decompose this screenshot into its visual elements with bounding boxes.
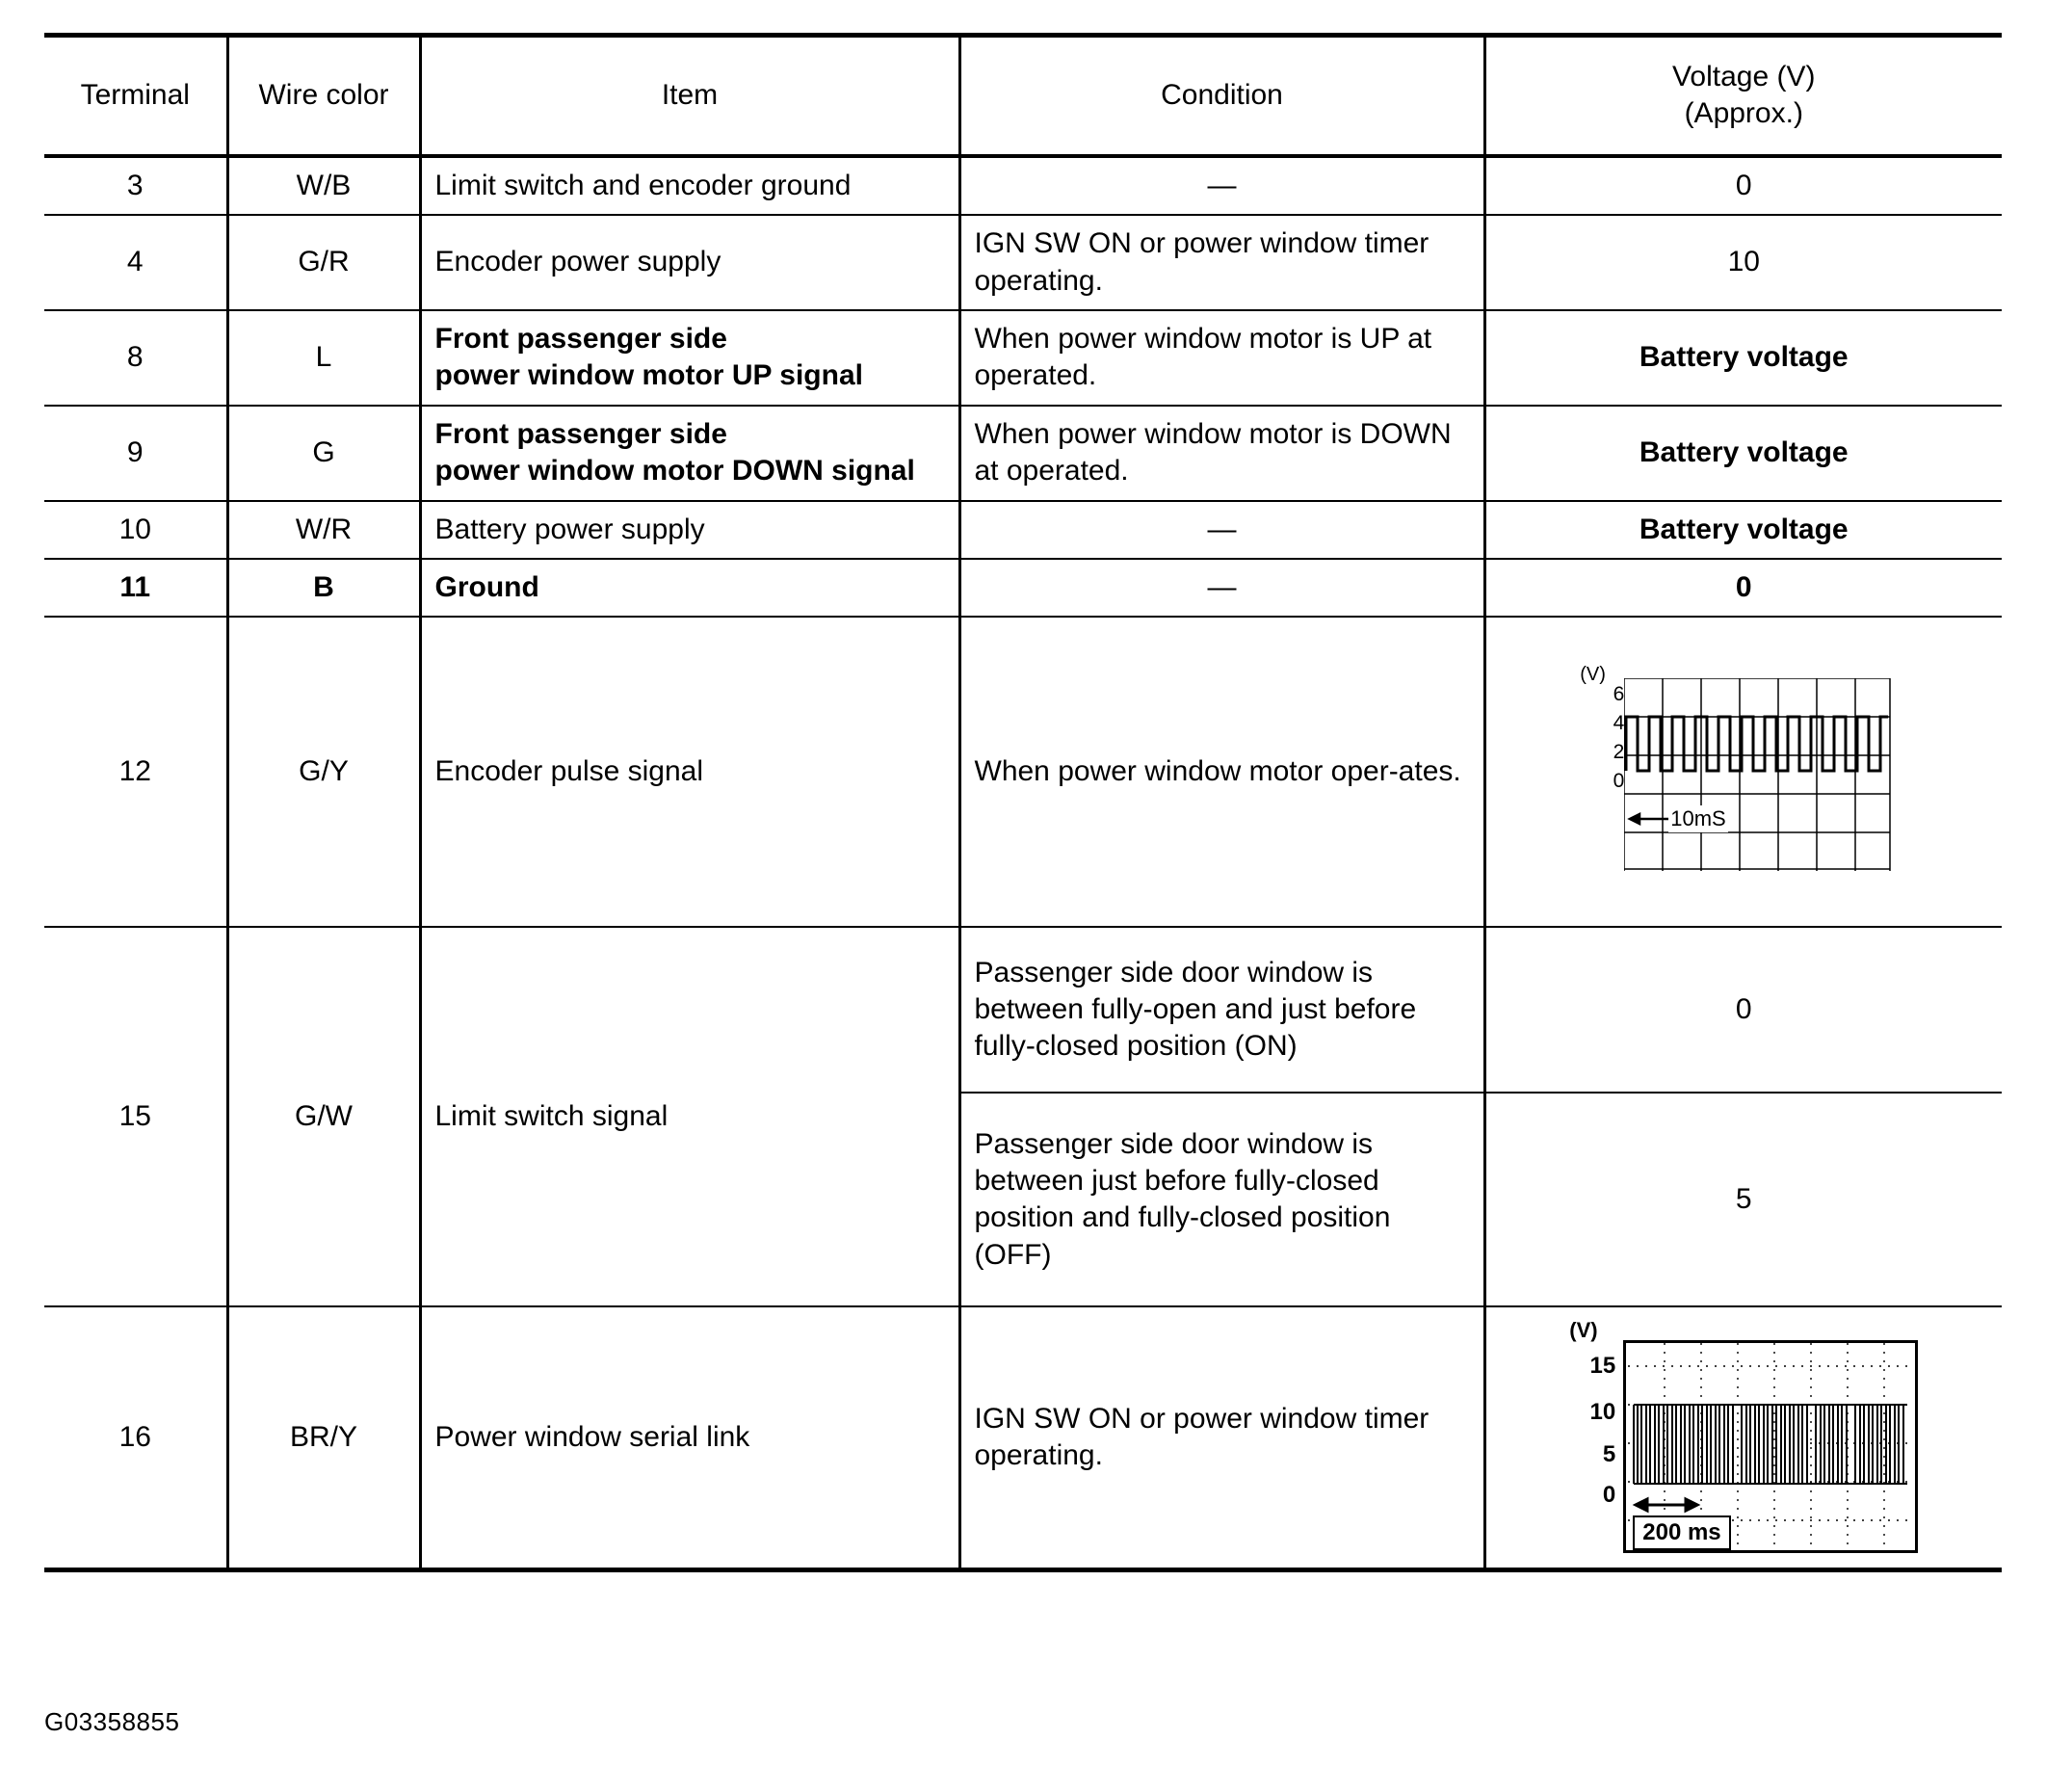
waveform-ytick: 0 <box>1613 770 1625 793</box>
waveform-ytick: 15 <box>1589 1353 1616 1380</box>
cell-condition: When power window motor is UP at operated. <box>959 310 1484 406</box>
table-row <box>44 559 2002 617</box>
cell-wire-color: W/R <box>227 501 420 559</box>
cell-item: Limit switch signal <box>420 927 959 1306</box>
cell-condition: IGN SW ON or power window timer operating. <box>959 1306 1484 1570</box>
cell-condition: — <box>959 156 1484 215</box>
cell-voltage: 5 <box>1484 1093 2002 1306</box>
cell-terminal: 11 <box>44 559 227 617</box>
header-voltage-line1: Voltage (V) <box>1672 61 1816 92</box>
table-row <box>44 310 2002 406</box>
cell-terminal: 3 <box>44 156 227 215</box>
table-row <box>44 1306 2002 1570</box>
cell-condition: Passenger side door window is between fully-open and just before fully-closed position (ON) <box>959 927 1484 1093</box>
table-header-row <box>44 36 2002 156</box>
cell-wire-color: B <box>227 559 420 617</box>
cell-voltage: 0 <box>1484 156 2002 215</box>
cell-item-line2: power window motor DOWN signal <box>434 455 915 488</box>
cell-item: Power window serial link <box>420 1306 959 1570</box>
table-row <box>44 156 2002 215</box>
header-voltage <box>1484 36 2002 156</box>
waveform-ytick: 6 <box>1613 683 1625 706</box>
waveform-ytick: 5 <box>1602 1441 1616 1468</box>
cell-voltage: Battery voltage <box>1484 310 2002 406</box>
cell-voltage: Battery voltage <box>1484 501 2002 559</box>
cell-item: Encoder power supply <box>420 215 959 310</box>
cell-condition: IGN SW ON or power window timer operating. <box>959 215 1484 310</box>
cell-voltage: 0 <box>1484 927 2002 1093</box>
cell-voltage: 10 <box>1484 215 2002 310</box>
cell-wire-color: L <box>227 310 420 406</box>
cell-voltage-waveform <box>1484 617 2002 927</box>
cell-wire-color: G/R <box>227 215 420 310</box>
terminal-spec-table <box>44 33 2002 1572</box>
cell-terminal: 4 <box>44 215 227 310</box>
waveform-time-scale: 200 ms <box>1633 1515 1730 1551</box>
waveform-ytick: 10 <box>1589 1399 1616 1426</box>
waveform-ytick: 0 <box>1602 1482 1616 1509</box>
cell-item-line1: Front passenger side <box>434 417 727 450</box>
encoder-pulse-waveform <box>1580 661 1907 883</box>
waveform-unit-label: (V) <box>1580 664 1606 686</box>
cell-item <box>420 310 959 406</box>
table-row <box>44 927 2002 1093</box>
waveform-time-scale: 10mS <box>1668 805 1727 832</box>
table-row <box>44 501 2002 559</box>
cell-item: Limit switch and encoder ground <box>420 156 959 215</box>
header-voltage-line2: (Approx.) <box>1684 97 1803 130</box>
cell-item: Ground <box>420 559 959 617</box>
cell-voltage: Battery voltage <box>1484 406 2002 501</box>
waveform-ytick: 4 <box>1613 712 1625 735</box>
cell-item <box>420 406 959 501</box>
cell-terminal: 15 <box>44 927 227 1306</box>
cell-item-line2: power window motor UP signal <box>434 359 863 392</box>
cell-condition: When power window motor is DOWN at operated. <box>959 406 1484 501</box>
cell-item-line1: Front passenger side <box>434 322 727 355</box>
cell-condition: When power window motor oper-ates. <box>959 617 1484 927</box>
cell-item: Encoder pulse signal <box>420 617 959 927</box>
cell-voltage: 0 <box>1484 559 2002 617</box>
cell-voltage-waveform <box>1484 1306 2002 1570</box>
cell-item: Battery power supply <box>420 501 959 559</box>
cell-terminal: 16 <box>44 1306 227 1570</box>
cell-wire-color: G <box>227 406 420 501</box>
figure-code: G03358855 <box>44 1707 180 1736</box>
table-row <box>44 215 2002 310</box>
cell-wire-color: G/Y <box>227 617 420 927</box>
cell-terminal: 10 <box>44 501 227 559</box>
table-row <box>44 617 2002 927</box>
cell-wire-color: BR/Y <box>227 1306 420 1570</box>
waveform-plot <box>1624 678 1894 871</box>
header-item: Item <box>420 36 959 156</box>
waveform-unit-label: (V) <box>1569 1318 1598 1343</box>
header-terminal: Terminal <box>44 36 227 156</box>
cell-wire-color: W/B <box>227 156 420 215</box>
header-wire-color: Wire color <box>227 36 420 156</box>
cell-condition: Passenger side door window is between just before fully-closed position and fully-closed position (OFF) <box>959 1093 1484 1306</box>
table-row <box>44 406 2002 501</box>
cell-terminal: 9 <box>44 406 227 501</box>
header-condition: Condition <box>959 36 1484 156</box>
waveform-ytick: 2 <box>1613 741 1625 764</box>
cell-terminal: 8 <box>44 310 227 406</box>
serial-link-waveform <box>1565 1317 1922 1558</box>
cell-condition: — <box>959 559 1484 617</box>
cell-terminal: 12 <box>44 617 227 927</box>
cell-condition: — <box>959 501 1484 559</box>
cell-wire-color: G/W <box>227 927 420 1306</box>
